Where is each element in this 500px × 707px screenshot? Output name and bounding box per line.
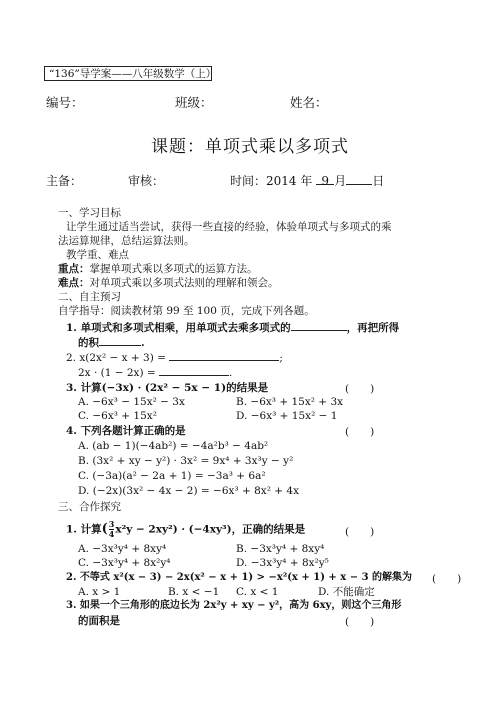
self-study-guide: 自学指导：阅读教材第 99 至 100 页，完成下列各题。 (58, 305, 315, 317)
explore-q1-option-a: A. −3x³y⁴ + 8xy⁴ (78, 543, 167, 555)
preview-q2-line2: 2x · (1 − 2x) = . (78, 367, 233, 379)
editor-label: 主备： (46, 174, 83, 188)
preview-q3-answer-paren[interactable]: ( ) (345, 383, 375, 395)
preview-q2-text-b: 2x · (1 − 2x) = (78, 367, 156, 379)
objective-line-2: 法运算规律，总结运算法则。 (58, 235, 195, 247)
key-label: 重点： (58, 263, 90, 275)
name-label: 姓名： (290, 95, 328, 110)
explore-q3-line1: 3. 如果一个三角形的底边长为 2x²y + xy − y²，高为 6xy，则这个三角形 (66, 600, 402, 611)
day-blank (346, 174, 372, 185)
difficulty-line (58, 276, 279, 290)
preview-q1-text-d: . (141, 337, 145, 349)
preview-q4-option-a: A. (ab − 1)(−4ab²) = −4a²b³ − 4ab² (78, 440, 269, 452)
difficulty-label: 难点： (58, 277, 90, 289)
time-prefix: 时间：2014 年 (230, 174, 313, 188)
time-line (230, 172, 384, 189)
class-label: 班级： (175, 95, 213, 110)
preview-q1-text-b: ，再把所得 (346, 322, 400, 334)
explore-q1-option-d: D. −3x³y⁴ + 8x²y⁵ (236, 557, 329, 569)
preview-q4-option-d: D. (−2x)(3x² − 4x − 2) = −6x³ + 8x² + 4x (78, 485, 299, 497)
preview-q1-line2 (78, 335, 145, 350)
preview-q1-line1 (66, 320, 399, 335)
preview-q1-blank-1[interactable] (291, 320, 347, 331)
preview-q4-stem: 4. 下列各题计算正确的是 (66, 425, 186, 437)
number-label: 编号： (46, 95, 84, 110)
fraction-denominator: 4 (108, 529, 115, 539)
section3-heading: 三、合作探究 (58, 501, 121, 513)
preview-q2-line1: 2. x(2x² − x + 3) = ; (66, 352, 283, 364)
preview-q2-text-a: 2. x(2x² − x + 3) = (66, 352, 166, 364)
preview-q4-option-b: B. (3x² + xy − y²) · 3x² = 9x⁴ + 3x³y − y² (78, 455, 294, 467)
page-title: 课题：单项式乘以多项式 (151, 137, 349, 157)
fraction (109, 520, 115, 539)
key-points-subheading: 教学重、难点 (66, 249, 129, 261)
month-suffix: 月 (334, 174, 347, 188)
explore-q2-answer-paren[interactable]: ( ) (432, 573, 462, 585)
day-suffix: 日 (372, 174, 385, 188)
explore-q2-option-d: D. 不能确定 (318, 586, 375, 598)
preview-q4-answer-paren[interactable]: ( ) (345, 426, 375, 438)
preview-q3-option-a: A. −6x³ − 15x² − 3x (78, 396, 185, 408)
month-value: 9 (316, 174, 334, 185)
preview-q3-stem: 3. 计算(−3x) · (2x² − 5x − 1)的结果是 (66, 382, 269, 394)
preview-q4-option-c: C. (−3a)(a² − 2a + 1) = −3a³ + 6a² (78, 470, 266, 482)
explore-q3-answer-paren[interactable]: ( ) (345, 616, 375, 628)
preview-q2-blank-2[interactable] (159, 365, 229, 376)
reviewer-label: 审核： (128, 174, 165, 188)
section1-heading: 一、学习目标 (58, 207, 121, 219)
series-header-box (44, 66, 217, 81)
section2-heading: 二、自主预习 (58, 291, 121, 303)
explore-q2-option-a: A. x > 1 (78, 586, 121, 598)
preview-q3-option-b: B. −6x³ + 15x² + 3x (236, 396, 344, 408)
preview-q1-text-a: 1. 单项式和多项式相乘，用单项式去乘多项式的 (66, 322, 291, 334)
preview-q1-blank-2[interactable] (99, 335, 141, 346)
explore-q1-text-a: 1. 计算 (66, 523, 102, 536)
explore-q1-stem: 1. 计算( $\frac{3}{4}$ x²y − 2xy²) · (−4xy³)，正确的结果是 (66, 519, 306, 539)
preview-q2-blank-1[interactable] (169, 350, 279, 361)
explore-q1-text-b: x²y − 2xy²) · (−4xy³)，正确的结果是 (115, 523, 306, 536)
key-point-line (58, 262, 258, 276)
series-header: “136”导学案——八年级数学（上） (49, 68, 217, 80)
explore-q1-option-c: C. −3x³y⁴ + 8x²y⁴ (78, 557, 171, 569)
difficulty-text: 对单项式乘以多项式法则的理解和领会。 (89, 277, 279, 289)
explore-q2-stem: 2. 不等式 x²(x − 3) − 2x(x² − x + 1) > −x²(x + 1) + x − 3 的解集为 (66, 572, 413, 583)
preview-q3-option-d: D. −6x³ + 15x² − 1 (236, 410, 338, 422)
explore-q2-option-c: C. x < 1 (236, 586, 279, 598)
explore-q3-line2: 的面积是 (78, 615, 120, 627)
preview-q1-text-c: 的积 (78, 337, 99, 349)
fraction-numerator: 3 (108, 519, 115, 529)
explore-q2-option-b: B. x < −1 (168, 586, 220, 598)
preview-q3-option-c: C. −6x³ + 15x² (78, 410, 157, 422)
key-text: 掌握单项式乘以多项式的运算方法。 (89, 263, 258, 275)
explore-q1-option-b: B. −3x³y⁴ + 8xy⁴ (236, 543, 325, 555)
explore-q1-answer-paren[interactable]: ( ) (345, 526, 375, 538)
objective-line-1: 让学生通过适当尝试，获得一些直接的经验，体验单项式与多项式的乘 (66, 221, 392, 233)
